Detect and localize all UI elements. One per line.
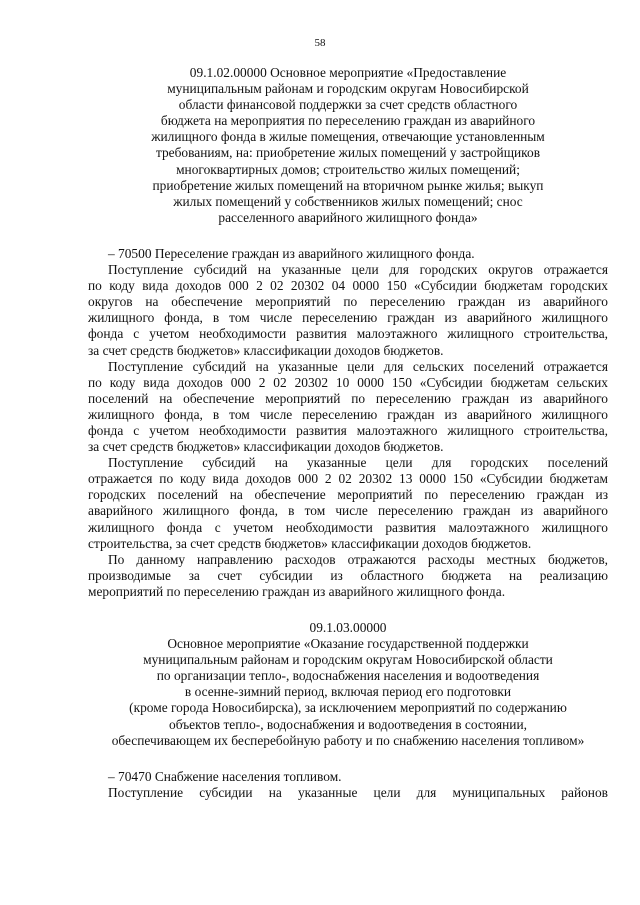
document-body (88, 65, 608, 801)
section-2-heading (88, 620, 608, 749)
paragraph-line: аварийного жилищного фонда, в том числе переселению граждан из аварийного (88, 503, 608, 519)
heading-line: многоквартирных домов; строительство жилых помещений; (176, 161, 520, 177)
paragraph-rural-settlements (88, 359, 608, 456)
paragraph-line: за счет средств бюджетов» классификации доходов бюджетов. (88, 439, 444, 455)
paragraph-line: – 70470 Снабжение населения топливом. (108, 768, 342, 784)
paragraph-line: жилищного фонда с учетом необходимости развития малоэтажного жилищного (88, 519, 608, 535)
paragraph-line: жилищного фонда, в том числе переселению граждан из аварийного жилищного (88, 406, 608, 422)
paragraph-line: по коду вида доходов 000 2 02 20302 10 0000 150 «Субсидии бюджетам сельских (88, 374, 608, 390)
paragraph-line: поселений на обеспечение мероприятий по переселению граждан из аварийного (88, 390, 608, 406)
heading-line: приобретение жилых помещений на вторичном рынке жилья; выкуп (152, 177, 544, 193)
paragraph-line: за счет средств бюджетов» классификации доходов бюджетов. (88, 342, 444, 358)
paragraph-line: фонда с учетом необходимости развития малоэтажного жилищного строительства, (88, 326, 608, 342)
paragraph-line: строительства, за счет средств бюджетов» классификации доходов бюджетов. (88, 535, 532, 551)
paragraph-line: Поступление субсидий на указанные цели для городских округов отражается (108, 262, 608, 278)
heading-line: бюджета на мероприятия по переселению граждан из аварийного (160, 113, 536, 129)
heading-line: муниципальным районам и городским округам Новосибирской области (143, 652, 553, 668)
section-code: 09.1.03.00000 (309, 620, 387, 635)
heading-line: 09.1.02.00000 Основное мероприятие «Предоставление (189, 65, 507, 80)
section-1-heading (88, 65, 608, 226)
paragraph-70470 (88, 769, 608, 785)
paragraph-expenses (88, 552, 608, 600)
paragraph-line: производимые за счет субсидии из областного бюджета на реализацию (88, 567, 608, 583)
page-number: 58 (314, 37, 326, 49)
paragraph-line: городских поселений на обеспечение мероприятий по переселению граждан из (88, 487, 608, 503)
heading-line: Основное мероприятие «Оказание государственной поддержки (167, 636, 529, 652)
heading-line: объектов тепло-, водоснабжения и водоотведения в состоянии, (169, 716, 527, 732)
heading-line: жилых помещений у собственников жилых помещений; снос (173, 193, 523, 209)
heading-line: по организации тепло-, водоснабжения населения и водоотведения (156, 668, 540, 684)
paragraph-line: Поступление субсидий на указанные цели для городских поселений (108, 455, 608, 471)
heading-line: обеспечивающем их бесперебойную работу и по снабжению населения топливом» (111, 732, 585, 748)
paragraph-line: фонда с учетом необходимости развития малоэтажного жилищного строительства, (88, 422, 608, 438)
heading-line: расселенного аварийного жилищного фонда» (218, 209, 478, 225)
heading-line: (кроме города Новосибирска), за исключением мероприятий по содержанию (129, 700, 567, 716)
paragraph-70500 (88, 246, 608, 262)
heading-line: в осенне-зимний период, включая период его подготовки (184, 684, 512, 700)
heading-line: муниципальным районам и городским округам Новосибирской (167, 81, 529, 97)
paragraph-line: жилищного фонда, в том числе переселению граждан из аварийного жилищного (88, 310, 608, 326)
heading-line: области финансовой поддержки за счет средств областного (178, 97, 518, 113)
paragraph-line: По данному направлению расходов отражаются расходы местных бюджетов, (108, 551, 608, 567)
paragraph-line: мероприятий по переселению граждан из аварийного жилищного фонда. (88, 583, 506, 599)
paragraph-line: Поступление субсидий на указанные цели для сельских поселений отражается (108, 358, 608, 374)
paragraph-line: по коду вида доходов 000 2 02 20302 04 0000 150 «Субсидии бюджетам городских (88, 278, 608, 294)
paragraph-line: – 70500 Переселение граждан из аварийного жилищного фонда. (108, 245, 475, 261)
heading-line: жилищного фонда в жилые помещения, отвечающие установленным (151, 129, 545, 145)
paragraph-line: отражается по коду вида доходов 000 2 02 20302 13 0000 150 «Субсидии бюджетам (88, 471, 608, 487)
paragraph-city-districts (88, 262, 608, 359)
heading-line: требованиям, на: приобретение жилых помещений у застройщиков (155, 145, 541, 161)
paragraph-municipal-districts (88, 785, 608, 801)
paragraph-urban-settlements (88, 455, 608, 552)
paragraph-line: округов на обеспечение мероприятий по переселению граждан из аварийного (88, 294, 608, 310)
paragraph-line: Поступление субсидии на указанные цели для муниципальных районов (108, 784, 608, 800)
